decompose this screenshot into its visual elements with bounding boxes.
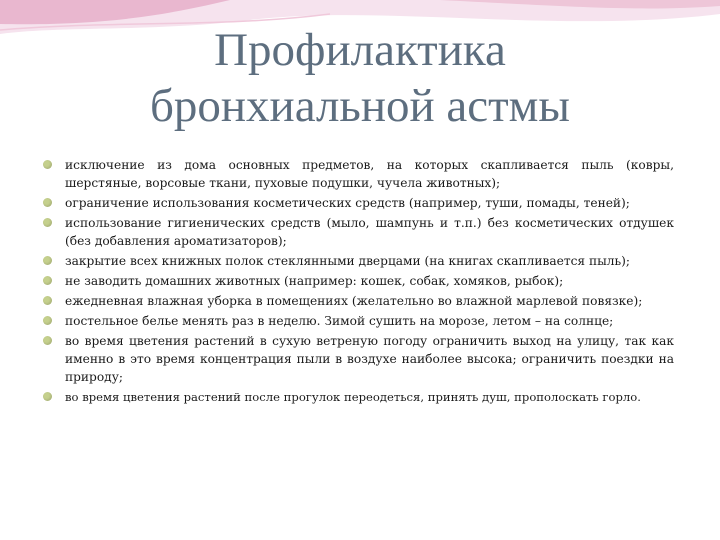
slide-title [80, 22, 640, 134]
bullet-dot-icon [43, 276, 52, 285]
bullet-item [40, 272, 674, 290]
bullet-item [40, 388, 674, 406]
bullet-dot-icon [43, 198, 52, 207]
bullet-text: постельное белье менять раз в неделю. Зимой сушить на морозе, летом – на солнце; [65, 314, 614, 328]
bullet-text: не заводить домашних животных (например: кошек, собак, хомяков, рыбок); [65, 274, 564, 288]
title-line-1: Профилактика [214, 24, 506, 76]
bullet-text: во время цветения растений в сухую ветреную погоду ограничить выход на улицу, так как именно в это время концентрация пыли в воздухе наиболее высока; ограничить поездки на природу; [65, 334, 674, 384]
bullet-dot-icon [43, 218, 52, 227]
bullet-dot-icon [43, 256, 52, 265]
bullet-item [40, 214, 674, 250]
bullet-text: закрытие всех книжных полок стеклянными дверцами (на книгах скапливается пыль); [65, 254, 631, 268]
bullet-list [40, 156, 674, 408]
bullet-dot-icon [43, 336, 52, 345]
bullet-item [40, 156, 674, 192]
bullet-text: ограничение использования косметических средств (например, туши, помады, теней); [65, 196, 630, 210]
bullet-item [40, 194, 674, 212]
bullet-item [40, 292, 674, 310]
bullet-item [40, 252, 674, 270]
bullet-dot-icon [43, 392, 52, 401]
bullet-text: во время цветения растений после прогулок переодеться, принять душ, прополоскать горло. [65, 390, 641, 404]
bullet-item [40, 312, 674, 330]
bullet-dot-icon [43, 316, 52, 325]
bullet-text: исключение из дома основных предметов, на которых скапливается пыль (ковры, шерстяные, ворсовые ткани, пуховые подушки, чучела животных); [65, 158, 674, 190]
bullet-dot-icon [43, 296, 52, 305]
bullet-text: ежедневная влажная уборка в помещениях (желательно во влажной марлевой повязке); [65, 294, 643, 308]
bullet-dot-icon [43, 160, 52, 169]
title-line-2: бронхиальной астмы [149, 80, 571, 132]
bullet-item [40, 332, 674, 386]
bullet-text: использование гигиенических средств (мыло, шампунь и т.п.) без косметических отдушек (без добавления ароматизаторов); [65, 216, 674, 248]
